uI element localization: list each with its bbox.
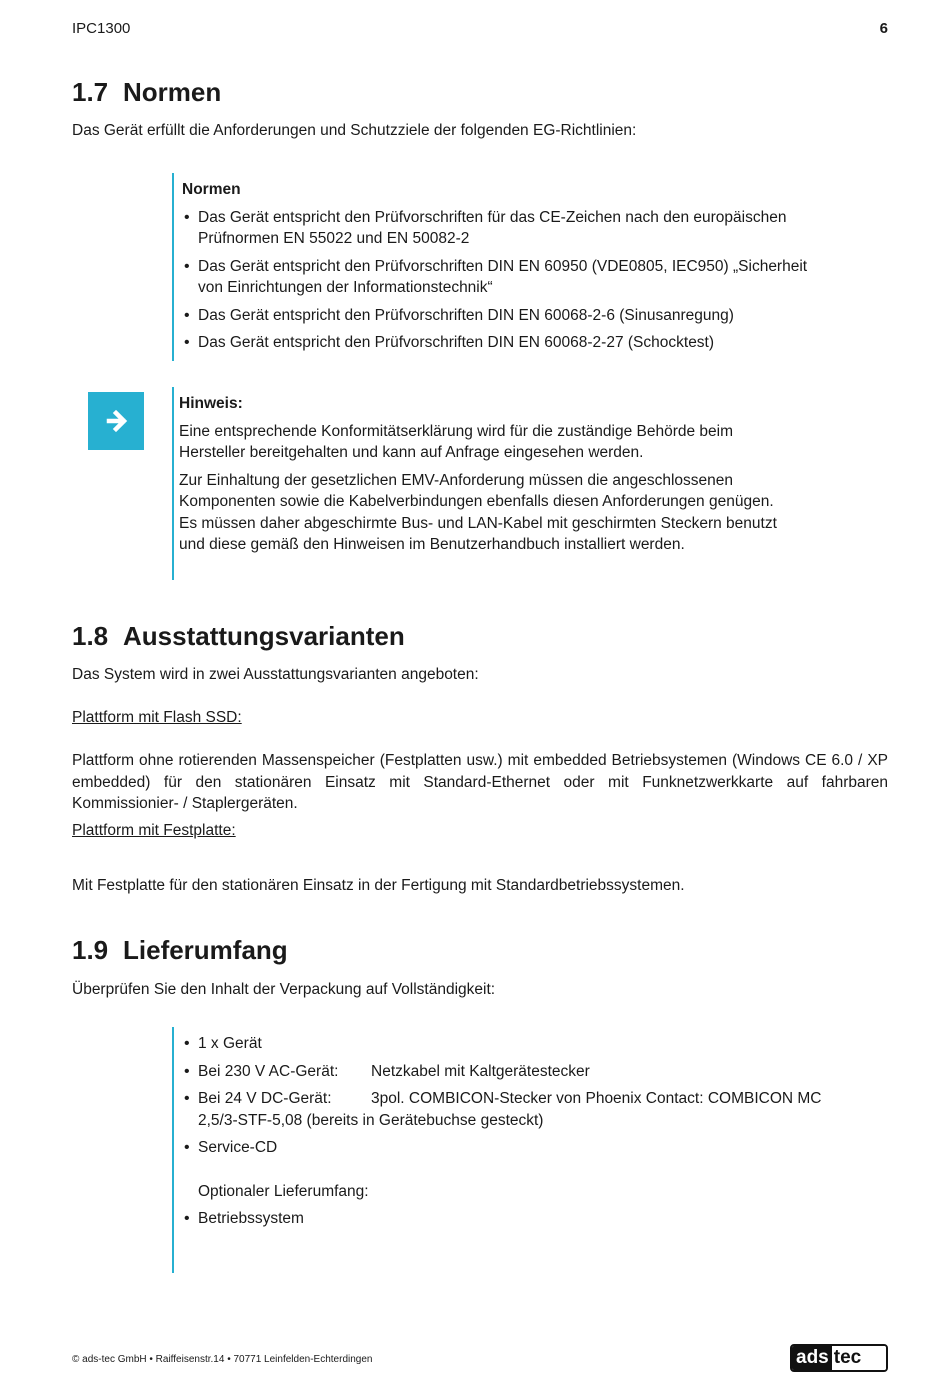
item-label: Bei 230 V AC-Gerät: <box>198 1062 339 1080</box>
delivery-list <box>182 1033 842 1159</box>
section-title: Ausstattungsvarianten <box>123 621 405 651</box>
box-accent-bar <box>172 173 174 361</box>
section-heading-1-7 <box>72 76 221 108</box>
document-name: IPC1300 <box>72 20 131 37</box>
logo-left: ads <box>792 1346 832 1370</box>
variant-description: Plattform ohne rotierenden Massenspeicher (Festplatten usw.) mit embedded Betriebsystemen (Windows CE 6.0 / XP embedded) für den stationären Einsatz mit Standard-Ethernet oder mit Funknetzwerkkarte auf fahrbaren Kommissionier- / Staplergeräten. <box>72 752 888 812</box>
variant-heading: Plattform mit Flash SSD: <box>72 709 242 726</box>
list-item: • Das Gerät entspricht den Prüfvorschriften für das CE-Zeichen nach den europäischen Prüfnormen EN 55022 und EN 50082-2 <box>182 207 832 250</box>
hint-title: Hinweis: <box>179 395 243 412</box>
page-number: 6 <box>879 20 888 37</box>
list-item: • Das Gerät entspricht den Prüfvorschriften DIN EN 60068-2-27 (Schocktest) <box>182 332 832 354</box>
section-title: Lieferumfang <box>123 935 288 965</box>
section-intro: Überprüfen Sie den Inhalt der Verpackung auf Vollständigkeit: <box>72 981 496 998</box>
section-number: 1.9 <box>72 935 109 965</box>
variant-description: Mit Festplatte für den stationären Einsatz in der Fertigung mit Standardbetriebssystemen. <box>72 877 685 894</box>
list-item <box>182 1088 842 1131</box>
list-item: • Betriebssystem <box>182 1208 842 1230</box>
list-item <box>182 1061 842 1083</box>
optional-list <box>182 1208 842 1230</box>
item-label: Bei 24 V DC-Gerät: <box>198 1090 332 1107</box>
section-heading-1-9 <box>72 934 288 966</box>
norms-list <box>182 207 832 354</box>
variant-heading: Plattform mit Festplatte: <box>72 822 236 839</box>
section-number: 1.8 <box>72 621 109 651</box>
list-item: • Service-CD <box>182 1137 842 1159</box>
norms-box-title: Normen <box>182 181 241 198</box>
delivery-box <box>182 1033 842 1236</box>
arrow-right-icon <box>88 392 144 450</box>
hint-paragraph: Zur Einhaltung der gesetzlichen EMV-Anforderung müssen die angeschlossenen Komponenten sowie die Kabelverbindungen ebenfalls diesen Anforderungen genügen. Es müssen daher abgeschirmte Bus- und LAN-Kabel mit geschirmten Steckern benutzt und diese gemäß den Hinweisen im Benutzerhandbuch installiert werden. <box>179 471 777 553</box>
footer-address: © ads-tec GmbH • Raiffeisenstr.14 • 70771 Leinfelden-Echterdingen <box>72 1354 373 1365</box>
company-logo <box>790 1344 888 1372</box>
item-value: 3pol. COMBICON-Stecker von Phoenix Contact: COMBICON MC <box>371 1090 822 1107</box>
hint-box <box>179 393 789 562</box>
list-item: • Das Gerät entspricht den Prüfvorschriften DIN EN 60068-2-6 (Sinusanregung) <box>182 305 832 327</box>
section-number: 1.7 <box>72 77 109 107</box>
optional-heading: Optionaler Lieferumfang: <box>198 1182 369 1200</box>
box-accent-bar <box>172 1027 174 1273</box>
section-title: Normen <box>123 77 222 107</box>
section-intro: Das System wird in zwei Ausstattungsvarianten angeboten: <box>72 666 479 683</box>
norms-box <box>182 179 832 360</box>
list-item: • 1 x Gerät <box>182 1033 842 1055</box>
item-value: Netzkabel mit Kaltgerätestecker <box>371 1062 590 1080</box>
item-value-continued: 2,5/3-STF-5,08 (bereits in Gerätebuchse gesteckt) <box>198 1111 544 1129</box>
hint-accent-bar <box>172 387 174 580</box>
section-heading-1-8 <box>72 620 405 652</box>
hint-paragraph: Eine entsprechende Konformitätserklärung wird für die zuständige Behörde beim Hersteller bereitgehalten und kann auf Anfrage eingesehen werden. <box>179 422 734 461</box>
list-item: • Das Gerät entspricht den Prüfvorschriften DIN EN 60950 (VDE0805, IEC950) „Sicherheit von Einrichtungen der Informationstechnik“ <box>182 256 832 299</box>
logo-right: tec <box>832 1346 886 1370</box>
section-intro: Das Gerät erfüllt die Anforderungen und Schutzziele der folgenden EG-Richtlinien: <box>72 122 637 139</box>
